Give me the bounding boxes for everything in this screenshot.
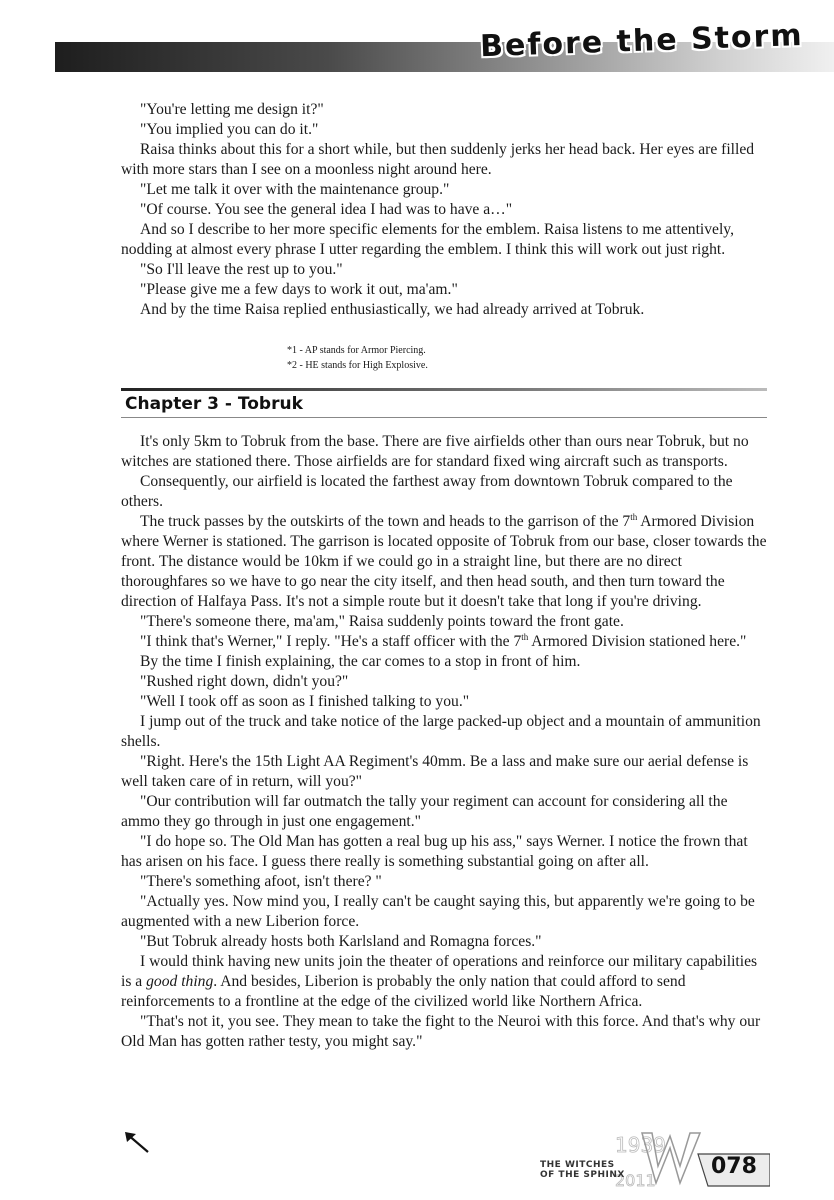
footnotes <box>287 343 428 373</box>
paragraph-part: Armored Division where Werner is stationed. The garrison is located opposite of Tobruk from our base, closer towards the front. The distance would be 10km if we could go in a straight line, but there are no direct thoroughfares so we have to go near the city itself, and then head south, and then turn toward the direction of Halfaya Pass. It's not a simple route but it doesn't take that long if you're driving. <box>121 513 767 610</box>
chapter-title: Chapter 3 - Tobruk <box>125 394 303 414</box>
superscript: th <box>521 631 529 642</box>
paragraph-part: Armored Division stationed here." <box>528 633 747 650</box>
paragraph: "I do hope so. The Old Man has gotten a real bug up his ass," says Werner. I notice the frown that has arisen on his face. I guess there really is something substantial going on after all. <box>121 833 748 870</box>
paragraph <box>121 632 767 652</box>
paragraph-part: I would think having new units join the theater of operations and reinforce our military capabilities is a <box>121 953 758 990</box>
paragraph: "Of course. You see the general idea I had was to have a…" <box>140 201 513 218</box>
paragraph: "Actually yes. Now mind you, I really can't be caught saying this, but apparently we're going to be augmented with a new Liberion force. <box>121 893 755 930</box>
footnote: *1 - AP stands for Armor Piercing. <box>287 345 426 356</box>
paragraph: "That's not it, you see. They mean to take the fight to the Neuroi with this force. And that's why our Old Man has gotten rather testy, you might say." <box>121 1013 761 1050</box>
paragraph: Consequently, our airfield is located the farthest away from downtown Tobruk compared to the others. <box>121 473 733 510</box>
paragraph-part: The truck passes by the outskirts of the town and heads to the garrison of the 7 <box>140 513 631 530</box>
paragraph: "Our contribution will far outmatch the tally your regiment can account for considering all the ammo they go through in just one engagement." <box>121 793 728 830</box>
paragraph: "So I'll leave the rest up to you." <box>140 261 343 278</box>
paragraph-part: . And besides, Liberion is probably the only nation that could afford to send reinforcements to a frontline at the edge of the civilized world like Northern Africa. <box>121 973 686 1010</box>
paragraph: "You implied you can do it." <box>140 121 319 138</box>
paragraph <box>121 952 767 1012</box>
paragraph: "Please give me a few days to work it out, ma'am." <box>140 281 458 298</box>
svg-text:1939: 1939 <box>615 1133 666 1157</box>
paragraph: I jump out of the truck and take notice of the large packed-up object and a mountain of ammunition shells. <box>121 713 761 750</box>
paragraph: By the time I finish explaining, the car comes to a stop in front of him. <box>140 653 581 670</box>
paragraph: "Rushed right down, didn't you?" <box>140 673 349 690</box>
paragraph: "But Tobruk already hosts both Karlsland and Romagna forces." <box>140 933 542 950</box>
paragraph: "There's someone there, ma'am," Raisa suddenly points toward the front gate. <box>140 613 624 630</box>
footnote: *2 - HE stands for High Explosive. <box>287 360 428 371</box>
page-number: 078 <box>711 1154 757 1179</box>
footer-logo-line: THE WITCHES <box>540 1160 615 1170</box>
chapter-rule-bottom <box>121 417 767 418</box>
page-header-title: Before the Storm <box>480 18 805 65</box>
paragraph: "Right. Here's the 15th Light AA Regiment's 40mm. Be a lass and make sure our aerial defense is well taken care of in return, will you?" <box>121 753 749 790</box>
paragraph: And by the time Raisa replied enthusiastically, we had already arrived at Tobruk. <box>140 301 645 318</box>
paragraph-part: "I think that's Werner," I reply. "He's a staff officer with the 7 <box>140 633 522 650</box>
paragraph: It's only 5km to Tobruk from the base. There are five airfields other than ours near Tobruk, but no witches are stationed there. Those airfields are for standard fixed wing aircraft such as transports. <box>121 433 749 470</box>
arrow-icon <box>123 1130 151 1156</box>
text-block-chapter <box>121 432 767 1052</box>
emphasis: good thing <box>146 973 214 990</box>
paragraph: And so I describe to her more specific elements for the emblem. Raisa listens to me attentively, nodding at almost every phrase I utter regarding the emblem. I think this will work out just right. <box>121 221 734 258</box>
superscript: th <box>630 511 638 522</box>
footer-logo-line: OF THE SPHINX <box>540 1170 625 1180</box>
svg-text:2011: 2011 <box>615 1171 656 1188</box>
chapter-rule-top <box>121 388 767 391</box>
paragraph: "Let me talk it over with the maintenance group." <box>140 181 450 198</box>
paragraph: "You're letting me design it?" <box>140 101 324 118</box>
paragraph <box>121 512 767 612</box>
paragraph: "Well I took off as soon as I finished talking to you." <box>140 693 470 710</box>
text-block-top <box>121 100 767 320</box>
footer-logo-text <box>540 1160 625 1180</box>
paragraph: "There's something afoot, isn't there? " <box>140 873 382 890</box>
paragraph: Raisa thinks about this for a short while, but then suddenly jerks her head back. Her eyes are filled with more stars than I see on a moonless night around here. <box>121 141 755 178</box>
